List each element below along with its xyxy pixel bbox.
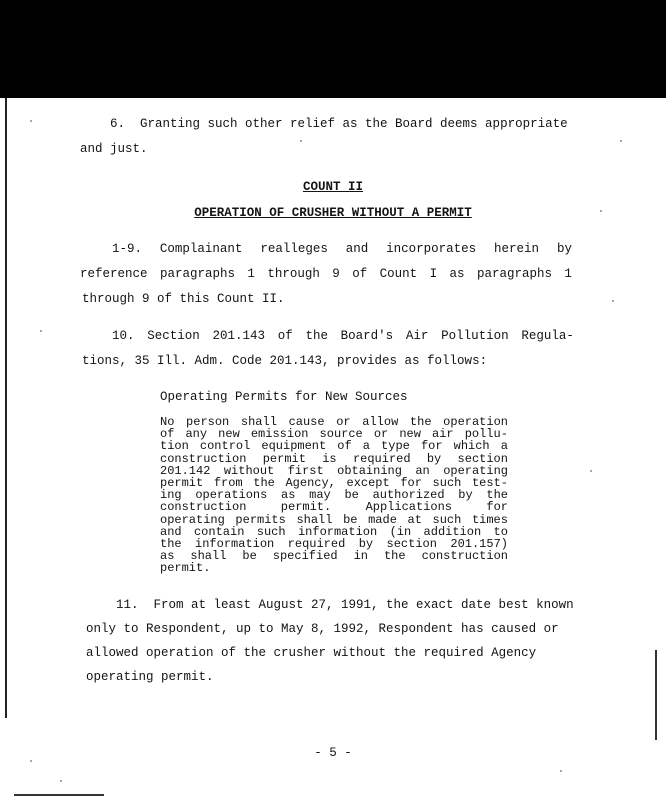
word: such xyxy=(256,524,286,539)
word: paragraphs xyxy=(159,267,235,281)
word: addition xyxy=(423,524,482,539)
word: operating xyxy=(443,463,508,478)
word: first xyxy=(287,463,324,478)
count-title: COUNT II xyxy=(302,180,363,194)
word: 1-9. xyxy=(112,242,143,256)
word: as xyxy=(449,267,465,281)
word: of xyxy=(277,329,293,343)
para1-9-line3: through 9 of this Count II. xyxy=(82,292,285,306)
word: the xyxy=(409,415,432,429)
page-number: - 5 - xyxy=(314,746,352,760)
scan-speck xyxy=(560,770,562,772)
word: 9 xyxy=(332,267,340,281)
word: operation xyxy=(443,415,508,429)
word: in xyxy=(353,549,368,564)
word: new xyxy=(399,427,421,442)
word: any xyxy=(185,427,208,442)
word: person xyxy=(186,415,230,429)
word: a xyxy=(500,439,508,454)
para1-9-line2 xyxy=(80,267,572,281)
quote-line xyxy=(160,453,508,465)
para10-line1 xyxy=(112,329,574,343)
scan-speck xyxy=(60,780,62,782)
scan-speck xyxy=(40,330,42,332)
word: construction xyxy=(421,549,508,564)
quote-title: Operating Permits for New Sources xyxy=(160,390,408,404)
word: information xyxy=(297,524,378,539)
word: for xyxy=(486,500,508,515)
quote-line xyxy=(160,550,508,562)
quote-line xyxy=(160,440,508,452)
word: information xyxy=(195,536,275,551)
word: shall xyxy=(240,415,277,429)
word: contain xyxy=(193,524,245,539)
word: tion xyxy=(160,439,189,454)
word: Complainant xyxy=(159,242,243,256)
word: by xyxy=(358,536,374,551)
scan-bottom-mark xyxy=(14,794,104,796)
para6-line1: 6. Granting such other relief as the Board deems appropriate xyxy=(110,117,568,131)
word: control xyxy=(199,439,251,454)
quote-line xyxy=(160,514,508,526)
word: by xyxy=(426,451,442,466)
word: may xyxy=(309,488,331,503)
word: permit. xyxy=(160,561,211,576)
word: and xyxy=(345,242,369,256)
word: or xyxy=(336,415,351,429)
word: the xyxy=(160,536,182,551)
quote-line xyxy=(160,501,508,513)
word: the xyxy=(486,488,508,503)
word: without xyxy=(223,463,275,478)
word: a xyxy=(362,439,370,454)
word: No xyxy=(160,415,175,429)
word: 201.157) xyxy=(450,536,508,551)
word: obtaining xyxy=(337,463,402,478)
word: reference xyxy=(80,267,148,281)
para11-line2: only to Respondent, up to May 8, 1992, Respondent has caused or xyxy=(86,622,559,636)
word: or xyxy=(373,427,389,442)
word: test- xyxy=(471,475,508,490)
word: such xyxy=(432,512,462,527)
word: authorized xyxy=(372,488,445,503)
word: for xyxy=(400,475,422,490)
word: type xyxy=(381,439,410,454)
word: 10. xyxy=(112,329,135,343)
word: of xyxy=(337,439,352,454)
word: paragraphs xyxy=(476,267,552,281)
word: required xyxy=(287,536,346,551)
para6-line2: and just. xyxy=(80,142,148,156)
word: air xyxy=(432,427,454,442)
word: for xyxy=(420,439,443,454)
word: realleges xyxy=(260,242,328,256)
word: section xyxy=(457,451,508,466)
word: Section xyxy=(147,329,200,343)
word: by xyxy=(556,242,572,256)
word: permits xyxy=(235,512,286,527)
word: be xyxy=(344,488,359,503)
word: from xyxy=(213,475,243,490)
word: made xyxy=(368,512,397,527)
word: ing xyxy=(160,488,182,503)
word: permit xyxy=(160,475,204,490)
word: required xyxy=(352,451,411,466)
word: equipment xyxy=(261,439,327,454)
scan-speck xyxy=(612,300,614,302)
word: cause xyxy=(288,415,325,429)
word: construction xyxy=(160,500,247,515)
para11-line3: allowed operation of the crusher without the required Agency xyxy=(86,646,537,660)
word: be xyxy=(343,512,358,527)
word: through xyxy=(267,267,320,281)
word: new xyxy=(218,427,240,442)
word: 201.142 xyxy=(160,463,211,478)
word: allow xyxy=(362,415,399,429)
para10-line2: tions, 35 Ill. Adm. Code 201.143, provides as follows: xyxy=(82,354,488,368)
word: herein xyxy=(494,242,540,256)
word: Air xyxy=(405,329,429,343)
para1-9-line1 xyxy=(112,242,572,256)
scan-speck xyxy=(30,120,32,122)
word: incorporates xyxy=(386,242,477,256)
word: source xyxy=(319,427,363,442)
scan-speck xyxy=(590,470,592,472)
scan-speck xyxy=(300,140,302,142)
word: specified xyxy=(272,549,338,564)
word: Regula- xyxy=(521,329,574,343)
word: shall xyxy=(190,549,227,564)
word: except xyxy=(346,475,390,490)
word: operating xyxy=(160,512,225,527)
word: 1 xyxy=(564,267,572,281)
word: times xyxy=(471,512,508,527)
word: pollu- xyxy=(464,427,508,442)
word: and xyxy=(160,524,182,539)
word: Board's xyxy=(340,329,394,343)
word: the xyxy=(383,549,406,564)
word: permit. xyxy=(280,500,332,515)
word: 1 xyxy=(247,267,255,281)
word: is xyxy=(322,451,337,466)
word: the xyxy=(253,475,275,490)
word: I xyxy=(429,267,438,281)
para11-line1: 11. From at least August 27, 1991, the exact date best known xyxy=(116,598,574,612)
scan-right-edge-mark xyxy=(655,650,657,740)
word: as xyxy=(281,488,296,503)
word: (in xyxy=(389,524,412,539)
word: Applications xyxy=(365,500,453,515)
word: Count xyxy=(379,267,418,281)
word: to xyxy=(493,524,508,539)
quote-body xyxy=(160,416,508,574)
word: shall xyxy=(296,512,333,527)
word: emission xyxy=(250,427,309,442)
scan-speck xyxy=(620,140,622,142)
word: by xyxy=(458,488,473,503)
quote-line-last xyxy=(160,562,508,574)
word: operations xyxy=(195,488,268,503)
word: the xyxy=(305,329,328,343)
word: which xyxy=(453,439,490,454)
word: Agency, xyxy=(285,475,336,490)
word: of xyxy=(160,427,175,442)
word: permit xyxy=(262,451,306,466)
word: as xyxy=(160,549,175,564)
word: section xyxy=(386,536,437,551)
count-subtitle: OPERATION OF CRUSHER WITHOUT A PERMIT xyxy=(194,206,472,220)
word: be xyxy=(242,549,257,564)
para11-line4: operating permit. xyxy=(86,670,214,684)
word: at xyxy=(407,512,422,527)
word: Pollution xyxy=(441,329,509,343)
scan-black-band xyxy=(0,0,666,98)
word: an xyxy=(415,463,430,478)
word: such xyxy=(432,475,462,490)
word: of xyxy=(352,267,368,281)
scan-speck xyxy=(30,760,32,762)
word: construction xyxy=(160,451,247,466)
word: 201.143 xyxy=(212,329,265,343)
